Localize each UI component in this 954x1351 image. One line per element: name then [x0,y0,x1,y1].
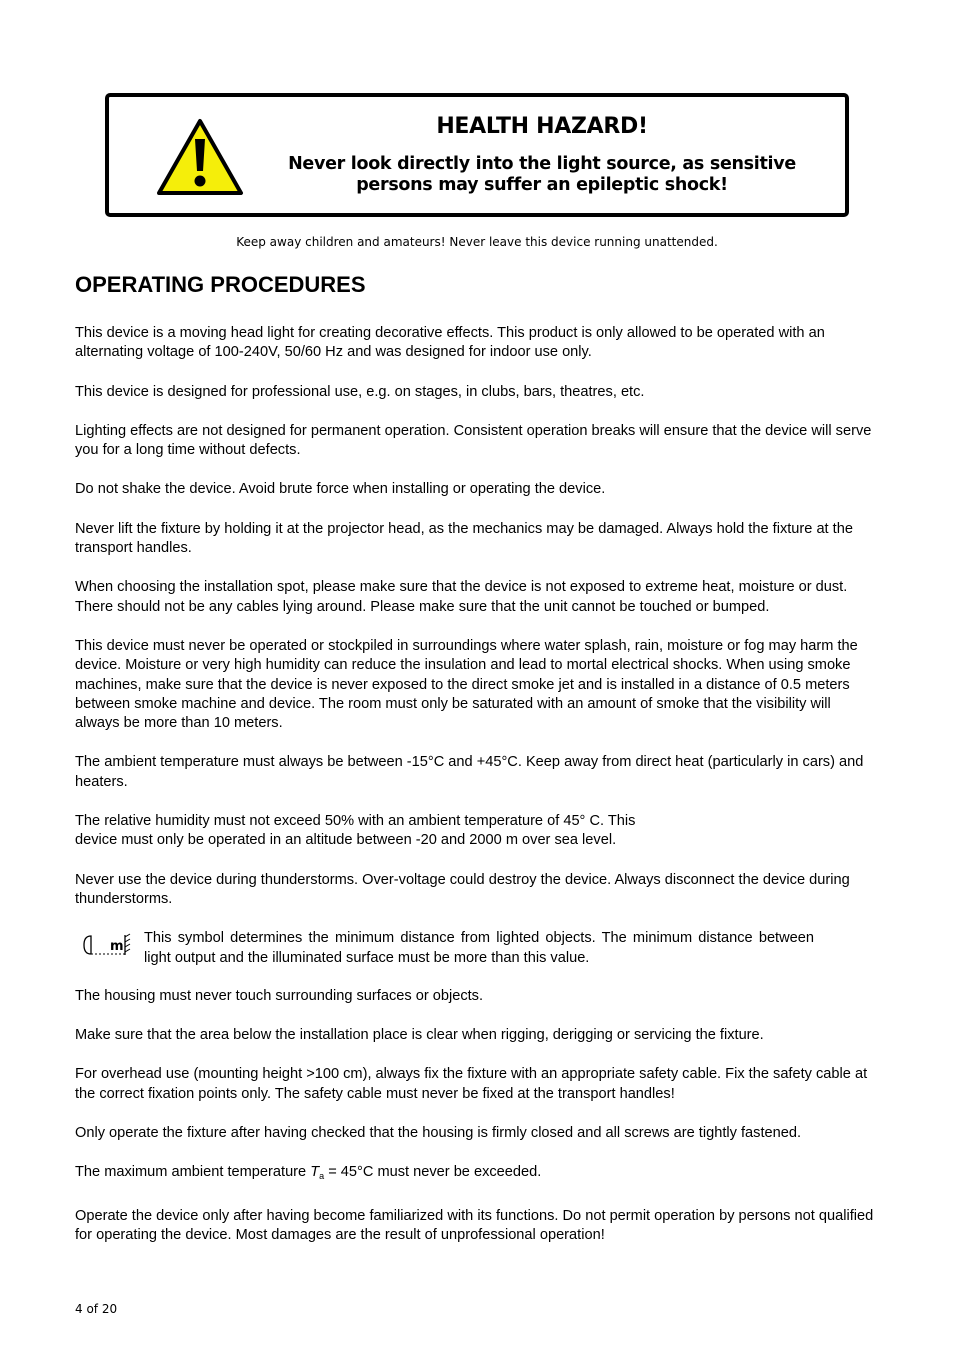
paragraph: Operate the device only after having become familiarized with its functions. Do not permit operation by persons not qualified for operating the device. Most damages are the result of unprofessional operation! [75,1207,874,1243]
paragraph-line: device must only be operated in an altitude between -20 and 2000 m over sea level. [75,832,617,849]
paragraph: Never use the device during thunderstorms. Over-voltage could destroy the device. Always disconnect the device during thunderstorms. [75,871,850,907]
paragraph: For overhead use (mounting height >100 cm), always fix the fixture with an appropriate safety cable. Fix the safety cable at the correct fixation points only. The safety cable must never be fixed at the transport handles! [75,1066,868,1102]
minimum-distance-row [75,929,875,968]
paragraph: Do not shake the device. Avoid brute force when installing or operating the device. [75,481,606,498]
paragraph: This device must never be operated or stockpiled in surroundings where water splash, rain, moisture or fog may harm the device. Moisture or very high humidity can reduce the insulation and lead to mortal electrical shocks. When using smoke machines, make sure that the device is never exposed to the direct smoke jet and is installed in a distance of 0.5 meters between smoke machine and device. The room must only be saturated with an amount of smoke that the visibility will always be more than 10 meters. [75,637,858,732]
temperature-symbol: T [310,1164,320,1181]
minimum-distance-icon [75,929,144,968]
warning-line-2: persons may suffer an epileptic shock! [356,175,728,195]
distance-symbol-label: m [110,939,124,955]
minimum-distance-text: This symbol determines the minimum distance from lighted objects. The minimum distance between light output and the illuminated surface must be more than this value. [144,930,814,966]
warning-title: HEALTH HAZARD! [436,114,648,139]
operating-procedures-body [75,324,875,1265]
distance-symbol-icon [75,932,133,958]
paragraph: Never lift the fixture by holding it at the projector head, as the mechanics may be damaged. Always hold the fixture at the transport handles. [75,520,853,557]
warning-triangle-icon [155,117,245,197]
paragraph: When choosing the installation spot, please make sure that the device is not exposed to extreme heat, moisture or dust. There should not be any cables lying around. Please make sure that the unit cannot be touched or bumped. [75,579,848,615]
text-fragment: The maximum ambient temperature [75,1164,311,1181]
supervision-notice: Keep away children and amateurs! Never leave this device running unattended. [236,235,718,249]
paragraph-max-temperature [75,1163,875,1186]
paragraph: This device is designed for professional use, e.g. on stages, in clubs, bars, theatres, etc. [75,383,645,400]
paragraph: The ambient temperature must always be between -15°C and +45°C. Keep away from direct heat (particularly in cars) and heaters. [75,754,864,790]
paragraph: Only operate the fixture after having checked that the housing is firmly closed and all screws are tightly fastened. [75,1125,802,1142]
warning-line-1: Never look directly into the light source, as sensitive [288,154,796,174]
warning-text [239,154,845,196]
section-title: OPERATING PROCEDURES [75,272,366,297]
paragraph-humidity [75,812,875,851]
health-hazard-box [105,93,849,217]
paragraph: Make sure that the area below the installation place is clear when rigging, derigging or servicing the fixture. [75,1027,764,1044]
paragraph-line: The relative humidity must not exceed 50% with an ambient temperature of 45° C. This [75,813,636,830]
temperature-subscript: a [319,1171,325,1182]
text-fragment: = 45°C must never be exceeded. [324,1164,542,1181]
page-number: 4 of 20 [75,1302,118,1316]
paragraph: Lighting effects are not designed for permanent operation. Consistent operation breaks will ensure that the device will serve you for a long time without defects. [75,422,872,459]
paragraph: The housing must never touch surrounding surfaces or objects. [75,987,484,1004]
paragraph: This device is a moving head light for creating decorative effects. This product is only allowed to be operated with an alternating voltage of 100-240V, 50/60 Hz and was designed for indoor use only. [75,325,825,361]
